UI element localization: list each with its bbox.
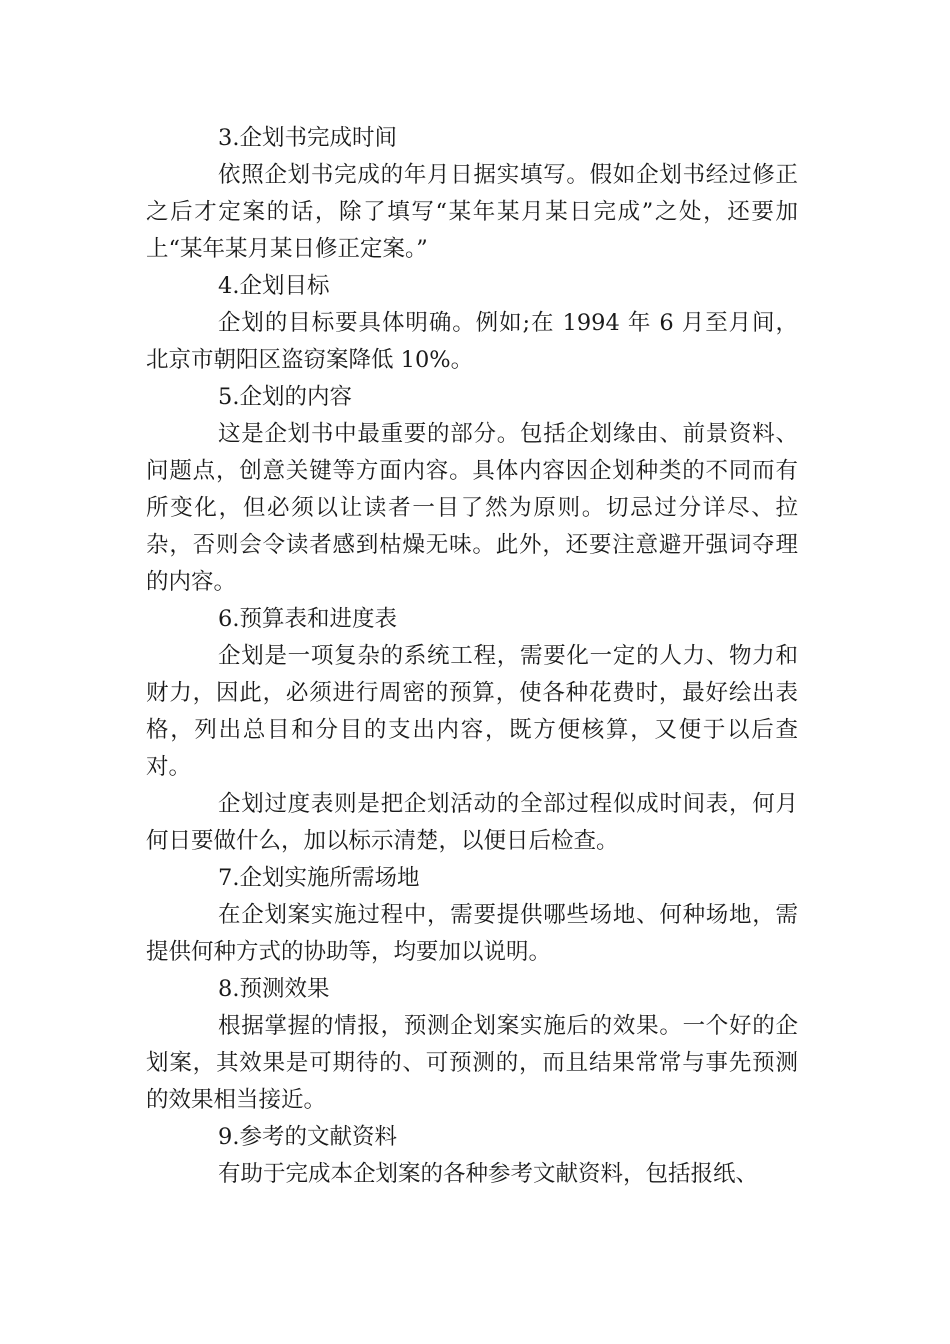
section-heading: 7.企划实施所需场地 [218, 865, 420, 891]
section-heading: 8.预测效果 [218, 976, 330, 1002]
paragraph: 企划的目标要具体明确。例如;在 1994 年 6 月至月间，北京市朝阳区盗窃案降低 10%。 [146, 310, 798, 373]
paragraph: 企划是一项复杂的系统工程，需要化一定的人力、物力和财力，因此，必须进行周密的预算，使各种花费时，最好绘出表格，列出总目和分目的支出内容，既方便核算，又便于以后查对。 [146, 643, 798, 780]
paragraph: 有助于完成本企划案的各种参考文献资料，包括报纸、 [218, 1161, 759, 1187]
section-heading: 4.企划目标 [218, 273, 330, 299]
paragraph: 根据掌握的情报，预测企划案实施后的效果。一个好的企划案，其效果是可期待的、可预测的，而且结果常常与事先预测的效果相当接近。 [146, 1013, 798, 1113]
section-heading: 6.预算表和进度表 [218, 606, 397, 632]
section-heading: 9.参考的文献资料 [218, 1124, 397, 1150]
section-heading: 5.企划的内容 [218, 384, 352, 410]
paragraph: 在企划案实施过程中，需要提供哪些场地、何种场地，需提供何种方式的协助等，均要加以说明。 [146, 902, 798, 965]
paragraph: 企划过度表则是把企划活动的全部过程似成时间表，何月何日要做什么，加以标示清楚，以便日后检查。 [146, 791, 798, 854]
paragraph: 这是企划书中最重要的部分。包括企划缘由、前景资料、问题点，创意关键等方面内容。具体内容因企划种类的不同而有所变化，但必须以让读者一目了然为原则。切忌过分详尽、拉杂，否则会令读者感到枯燥无味。此外，还要注意避开强词夺理的内容。 [146, 421, 798, 595]
document-body [146, 120, 798, 1193]
paragraph: 依照企划书完成的年月日据实填写。假如企划书经过修正之后才定案的话，除了填写“某年某月某日完成”之处，还要加上“某年某月某日修正定案。” [146, 162, 798, 262]
section-heading: 3.企划书完成时间 [218, 125, 397, 151]
